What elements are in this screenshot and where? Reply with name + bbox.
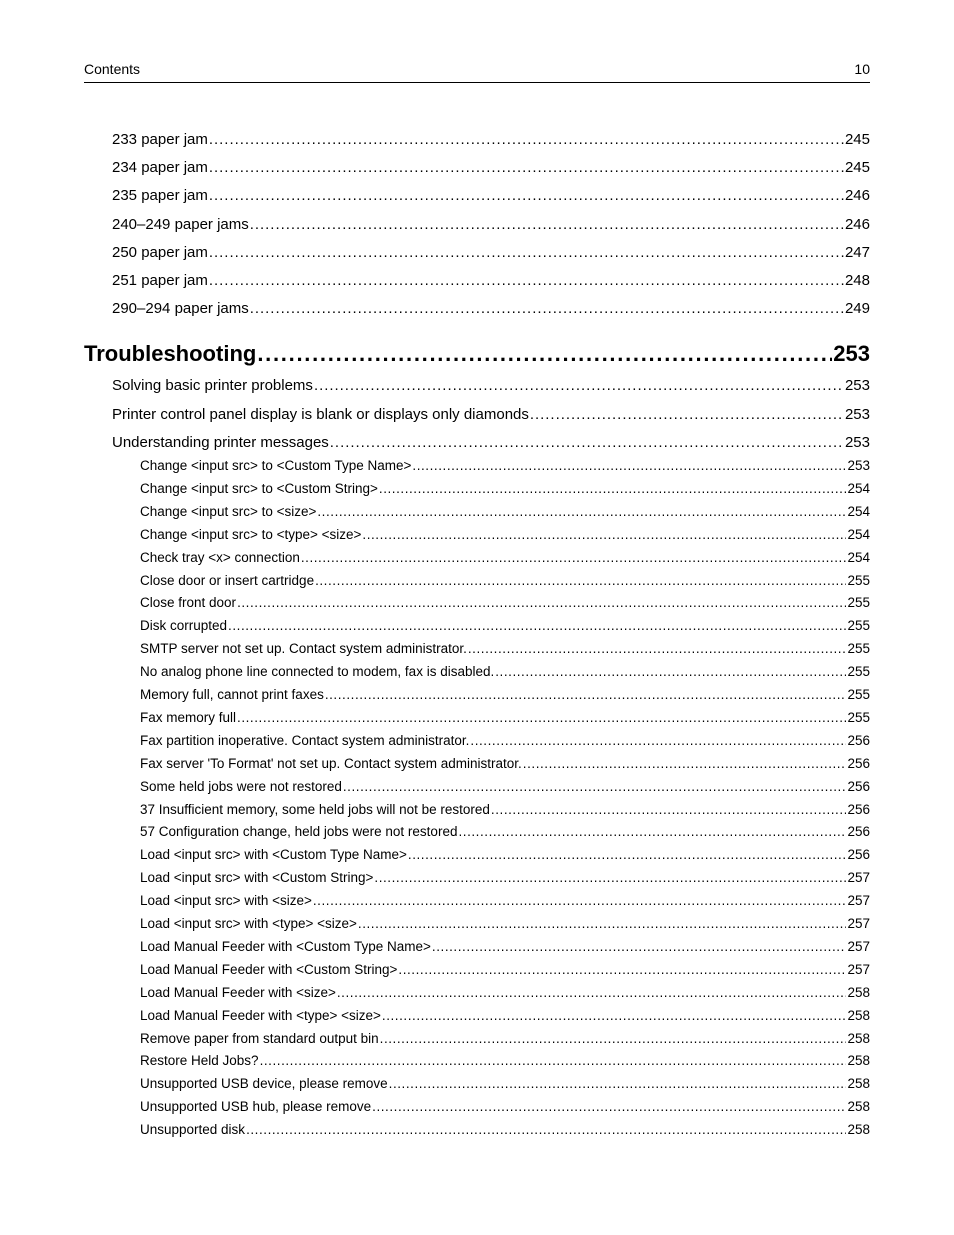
toc-entry-page: 254 [847, 503, 870, 519]
toc-entry-page: 257 [847, 916, 870, 931]
dot-leader [209, 187, 844, 204]
toc-entry-page: 258 [847, 1007, 870, 1023]
toc-message-entry[interactable] [140, 1031, 870, 1049]
toc-entry[interactable] [112, 300, 870, 320]
toc-entry-page: 258 [847, 1122, 870, 1138]
toc-message-entry[interactable] [140, 1053, 870, 1071]
toc-entry-page: 255 [847, 709, 870, 725]
toc-entry-title: Load Manual Feeder with <Custom Type Name> [140, 938, 431, 954]
toc-entry-title: Load <input src> with <Custom String> [140, 870, 374, 886]
toc-section-entry[interactable] [112, 406, 870, 426]
toc-entry-page: 257 [847, 870, 870, 886]
dot-leader [209, 244, 844, 261]
dot-leader [458, 824, 846, 839]
toc-entry-title: Unsupported disk [140, 1122, 246, 1138]
toc-message-entry[interactable] [140, 939, 870, 957]
toc-entry-page: 249 [844, 300, 870, 318]
toc-entry-title: Remove paper from standard output bin [140, 1030, 379, 1046]
toc-entry-page: 258 [847, 1053, 870, 1069]
toc-message-entry[interactable] [140, 618, 870, 636]
dot-leader [408, 847, 847, 862]
dot-leader [343, 779, 847, 794]
toc-entry-title: 250 paper jam [112, 243, 208, 261]
toc-message-entry[interactable] [140, 527, 870, 545]
dot-leader [372, 1099, 846, 1114]
toc-entry-title: Solving basic printer problems [112, 377, 313, 394]
toc-entry-title: Close front door [140, 595, 237, 611]
toc-entry-title: 57 Configuration change, held jobs were not restored [140, 824, 458, 840]
toc-entry[interactable] [112, 131, 870, 151]
toc-message-entry[interactable] [140, 733, 870, 751]
toc-message-entry[interactable] [140, 504, 870, 522]
dot-leader [250, 300, 844, 317]
toc-entry-title: Close door or insert cartridge [140, 572, 315, 588]
toc-message-entry[interactable] [140, 1008, 870, 1026]
dot-leader [362, 527, 846, 542]
dot-leader [313, 893, 847, 908]
toc-section-entry[interactable] [112, 377, 870, 397]
toc-entry-title: Restore Held Jobs? [140, 1053, 259, 1069]
toc-entry-title: Change <input src> to <type> <size> [140, 526, 362, 542]
toc-entry-page: 254 [847, 549, 870, 565]
toc-entry-page: 246 [844, 215, 870, 233]
toc-entry-page: 256 [847, 847, 870, 863]
toc-entry-page: 257 [847, 893, 870, 909]
toc-message-entry[interactable] [140, 824, 870, 842]
dot-leader [330, 434, 844, 451]
toc-entry-page: 245 [844, 159, 870, 177]
chapter-heading[interactable] [84, 341, 870, 369]
toc-message-entry[interactable] [140, 481, 870, 499]
dot-leader [470, 733, 846, 748]
toc-entry-title: SMTP server not set up. Contact system administrator. [140, 641, 467, 657]
toc-message-entry[interactable] [140, 664, 870, 682]
toc-message-entry[interactable] [140, 573, 870, 591]
toc-entry-page: 257 [847, 961, 870, 977]
dot-leader [382, 1008, 847, 1023]
toc-entry-title: Change <input src> to <Custom Type Name> [140, 458, 412, 473]
toc-entry-page: 253 [844, 377, 870, 394]
toc-message-entry[interactable] [140, 802, 870, 820]
toc-entry-page: 253 [833, 341, 870, 366]
toc-entry-title: 234 paper jam [112, 159, 208, 177]
toc-entry-page: 247 [844, 243, 870, 261]
dot-leader [379, 481, 847, 496]
toc-entry-title: Some held jobs were not restored [140, 778, 342, 794]
dot-leader [412, 458, 846, 473]
toc-entry-page: 255 [847, 572, 870, 588]
toc-entry-page: 253 [847, 458, 870, 473]
dot-leader [250, 216, 844, 233]
toc-message-entry[interactable] [140, 550, 870, 568]
toc-entry-page: 256 [847, 778, 870, 794]
toc-entry[interactable] [112, 159, 870, 179]
toc-message-entry[interactable] [140, 1076, 870, 1094]
toc-entry-title: 290–294 paper jams [112, 300, 249, 318]
toc-entry-page: 258 [847, 1030, 870, 1046]
toc-entry[interactable] [112, 216, 870, 236]
dot-leader [530, 406, 844, 423]
toc-entry-title: Troubleshooting [84, 341, 257, 366]
toc-entry[interactable] [112, 187, 870, 207]
toc-entry-page: 245 [844, 131, 870, 148]
dot-leader [523, 756, 847, 771]
dot-leader [432, 939, 847, 954]
toc-entry-page: 253 [844, 434, 870, 451]
toc-entry-title: Unsupported USB device, please remove [140, 1076, 388, 1092]
toc-entry-page: 255 [847, 664, 870, 680]
toc-message-entry[interactable] [140, 847, 870, 865]
dot-leader [398, 962, 846, 977]
dot-leader [468, 641, 847, 656]
toc-entry-page: 256 [847, 732, 870, 748]
toc-message-entry[interactable] [140, 893, 870, 911]
dot-leader [260, 1053, 847, 1068]
toc-message-entry[interactable] [140, 687, 870, 705]
toc-entry-page: 257 [847, 938, 870, 954]
toc-message-entry[interactable] [140, 710, 870, 728]
toc-message-entry[interactable] [140, 870, 870, 888]
toc-entry-page: 256 [847, 824, 870, 840]
toc-entry-title: Memory full, cannot print faxes [140, 687, 324, 702]
toc-entry-page: 258 [847, 1099, 870, 1115]
dot-leader [491, 802, 847, 817]
dot-leader [228, 618, 846, 633]
toc-entry-page: 258 [847, 1076, 870, 1092]
dot-leader [246, 1122, 846, 1137]
dot-leader [325, 687, 847, 702]
dot-leader [380, 1031, 847, 1046]
dot-leader [358, 916, 847, 931]
toc-entry-page: 258 [847, 984, 870, 1000]
dot-leader [374, 870, 846, 885]
toc-entry-title: Disk corrupted [140, 618, 228, 634]
dot-leader [209, 131, 844, 148]
dot-leader [301, 550, 847, 565]
dot-leader [314, 377, 844, 394]
toc-entry-page: 246 [844, 187, 870, 205]
page-header [84, 60, 870, 83]
toc-entry-title: Load <input src> with <Custom Type Name> [140, 847, 407, 863]
toc-message-entry[interactable] [140, 1099, 870, 1117]
toc-entry-title: 37 Insufficient memory, some held jobs will not be restored [140, 801, 490, 817]
toc-entry-title: Change <input src> to <size> [140, 503, 317, 519]
toc-entry[interactable] [112, 244, 870, 264]
toc-entry-title: No analog phone line connected to modem, fax is disabled. [140, 664, 495, 680]
toc-entry-page: 255 [847, 687, 870, 702]
dot-leader [317, 504, 846, 519]
toc-message-entry[interactable] [140, 641, 870, 659]
toc-entry-page: 255 [847, 618, 870, 634]
dot-leader [257, 341, 832, 367]
toc-entry-title: 251 paper jam [112, 272, 208, 289]
toc-entry-title: 240–249 paper jams [112, 215, 249, 233]
toc-message-entry[interactable] [140, 916, 870, 934]
toc-message-entry[interactable] [140, 756, 870, 774]
toc-section-entry[interactable] [112, 434, 870, 454]
toc-entry-page: 255 [847, 641, 870, 657]
toc-entry-title: Printer control panel display is blank or displays only diamonds [112, 405, 529, 423]
toc-message-entry[interactable] [140, 962, 870, 980]
dot-leader [337, 985, 847, 1000]
toc-entry-page: 255 [847, 595, 870, 611]
dot-leader [315, 573, 846, 588]
toc-entry-title: 233 paper jam [112, 131, 208, 148]
toc-entry-title: Fax server 'To Format' not set up. Contact system administrator. [140, 755, 522, 771]
toc-entry-title: Fax partition inoperative. Contact system administrator. [140, 732, 470, 748]
toc-entry-page: 254 [847, 526, 870, 542]
toc-entry-page: 254 [847, 480, 870, 496]
toc-message-entry[interactable] [140, 1122, 870, 1140]
dot-leader [495, 664, 846, 679]
dot-leader [237, 710, 846, 725]
toc-entry-title: Unsupported USB hub, please remove [140, 1099, 372, 1115]
toc-entry-title: Load Manual Feeder with <type> <size> [140, 1007, 381, 1023]
toc-message-entry[interactable] [140, 458, 870, 476]
dot-leader [209, 159, 844, 176]
toc-message-entry[interactable] [140, 779, 870, 797]
toc-entry-title: Load <input src> with <size> [140, 893, 312, 909]
toc-entry-title: Check tray <x> connection [140, 549, 300, 565]
toc-entry-title: 235 paper jam [112, 187, 208, 205]
dot-leader [209, 272, 844, 289]
toc-entry-title: Fax memory full [140, 709, 237, 725]
toc-entry-title: Change <input src> to <Custom String> [140, 480, 378, 496]
toc-message-entry[interactable] [140, 985, 870, 1003]
header-section-title: Contents [84, 61, 141, 77]
toc-entry-page: 256 [847, 801, 870, 817]
toc-entry-title: Load Manual Feeder with <Custom String> [140, 961, 398, 977]
toc-message-entry[interactable] [140, 595, 870, 613]
toc-entry-page: 256 [847, 755, 870, 771]
toc-entry[interactable] [112, 272, 870, 292]
toc-entry-title: Load Manual Feeder with <size> [140, 984, 336, 1000]
toc-entry-page: 248 [844, 272, 870, 289]
header-page-number: 10 [854, 61, 870, 77]
dot-leader [237, 595, 846, 610]
toc-entry-title: Load <input src> with <type> <size> [140, 916, 357, 931]
dot-leader [389, 1076, 847, 1091]
toc-entry-title: Understanding printer messages [112, 434, 329, 451]
toc-entry-page: 253 [844, 405, 870, 423]
